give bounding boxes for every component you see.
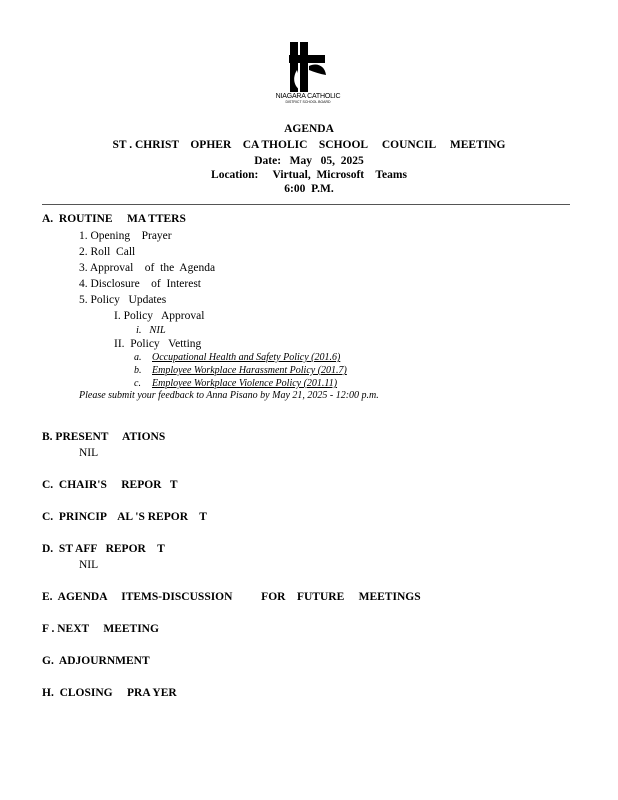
agenda-title: AGENDA [284, 123, 334, 135]
section-d-heading: D. ST AFF REPOR T [42, 543, 165, 555]
section-b-body: NIL [79, 447, 99, 459]
section-d-body: NIL [79, 559, 99, 571]
list-marker: b. [134, 365, 142, 376]
policy-approval-item: i. NIL [136, 325, 166, 336]
agenda-item: 4. Disclosure of Interest [79, 278, 201, 290]
meeting-time: 6:00 P.M. [284, 183, 334, 195]
header-divider [42, 204, 570, 205]
agenda-item: 3. Approval of the Agenda [79, 262, 216, 274]
policy-link-harassment[interactable]: Employee Workplace Harassment Policy (201.7) [152, 365, 347, 376]
policy-link-ohs[interactable]: Occupational Health and Safety Policy (201.6) [152, 352, 341, 363]
section-c-chair-heading: C. CHAIR'S REPOR T [42, 479, 178, 491]
meeting-location-text: Location: Virtual, Microsoft Teams [211, 169, 407, 181]
section-c-principal-heading: C. PRINCIP AL 'S REPOR T [42, 511, 207, 523]
agenda-item: 1. Opening Prayer [79, 230, 172, 242]
logo-tagline: DISTRICT SCHOOL BOARD [285, 100, 331, 104]
section-b-heading: B. PRESENT ATIONS [42, 431, 166, 443]
list-marker: a. [134, 352, 142, 363]
policy-approval-heading: I. Policy Approval [114, 310, 205, 322]
section-a-heading: A. ROUTINE MA TTERS [42, 213, 186, 225]
meeting-location [0, 170, 618, 182]
agenda-item: 5. Policy Updates [79, 294, 167, 306]
section-e-heading: E. AGENDA ITEMS-DISCUSSION FOR FUTURE MEETINGS [42, 591, 421, 603]
meeting-title: ST . CHRIST OPHER CA THOLIC SCHOOL COUNCIL MEETING [112, 139, 506, 151]
logo-text: NIAGARA CATHOLIC [275, 93, 341, 100]
policy-vetting-heading: II. Policy Vetting [114, 338, 202, 350]
section-g-heading: G. ADJOURNMENT [42, 655, 150, 667]
policy-link-violence[interactable]: Employee Workplace Violence Policy (201.11) [152, 378, 338, 389]
meeting-date: Date: May 05, 2025 [254, 155, 364, 167]
list-marker: c. [134, 378, 141, 389]
feedback-note: Please submit your feedback to Anna Pisano by May 21, 2025 - 12:00 p.m. [79, 390, 379, 401]
section-h-heading: H. CLOSING PRA YER [42, 687, 177, 699]
agenda-item: 2. Roll Call [79, 246, 136, 258]
section-f-heading: F . NEXT MEETING [42, 623, 159, 635]
